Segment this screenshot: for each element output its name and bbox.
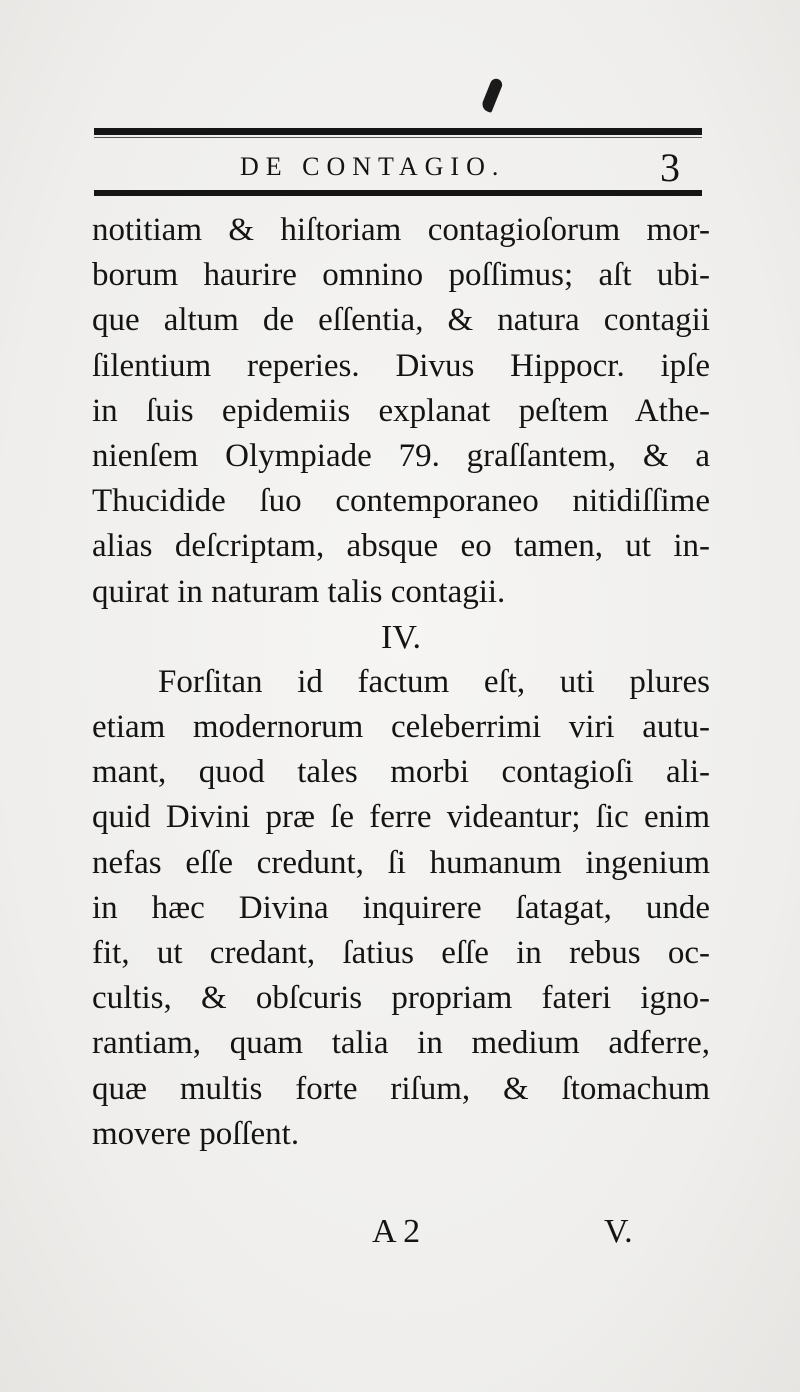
text-line: cultis, & obſcuris propriam fateri igno- [92,980,710,1017]
text-line: notitiam & hiſtoriam contagioſorum mor- [92,212,710,248]
text-line: etiam modernorum celeberrimi viri autu- [92,709,710,746]
text-line: ſilentium reperies. Divus Hippocr. ipſe [92,347,710,384]
text-line: Thucidide ſuo contemporaneo nitidiſſime [92,483,710,520]
ink-mark [480,77,504,113]
text-line: que altum de eſſentia, & natura contagii [92,302,710,339]
body-text [92,208,710,1157]
text-line: fit, ut credant, ſatius eſſe in rebus oc- [92,935,710,971]
text-line: quæ multis forte riſum, & ſtomachum [92,1070,710,1107]
header-rule-top-thin [94,137,702,138]
text-line: quid Divini præ ſe ferre videantur; ſic enim [92,799,710,836]
header-rule-bottom [94,190,702,196]
text-line: borum haurire omnino poſſimus; aſt ubi- [92,257,710,294]
text-line: mant, quod tales morbi contagioſi ali- [92,754,710,791]
running-title: DE CONTAGIO. [240,152,506,181]
text-line: in hæc Divina inquirere ſatagat, unde [92,889,710,926]
page-number: 3 [660,145,680,190]
text-line: alias deſcriptam, absque eo tamen, ut in- [92,528,710,565]
text-line: quirat in naturam talis contagii. [92,573,506,610]
section-heading: IV. [381,618,421,656]
text-line: in ſuis epidemiis explanat peſtem Athe- [92,392,710,429]
text-line: movere poſſent. [92,1115,300,1152]
text-line: nefas eſſe credunt, ſi humanum ingenium [92,844,710,881]
header-rule-top [94,128,702,135]
text-line: nienſem Olympiade 79. graſſantem, & a [92,437,710,474]
signature-mark: A 2 [372,1213,421,1250]
text-line: rantiam, quam talia in medium adferre, [92,1025,710,1062]
catchword: V. [604,1213,633,1250]
text-line: Forſitan id factum eſt, uti plures [158,663,710,700]
